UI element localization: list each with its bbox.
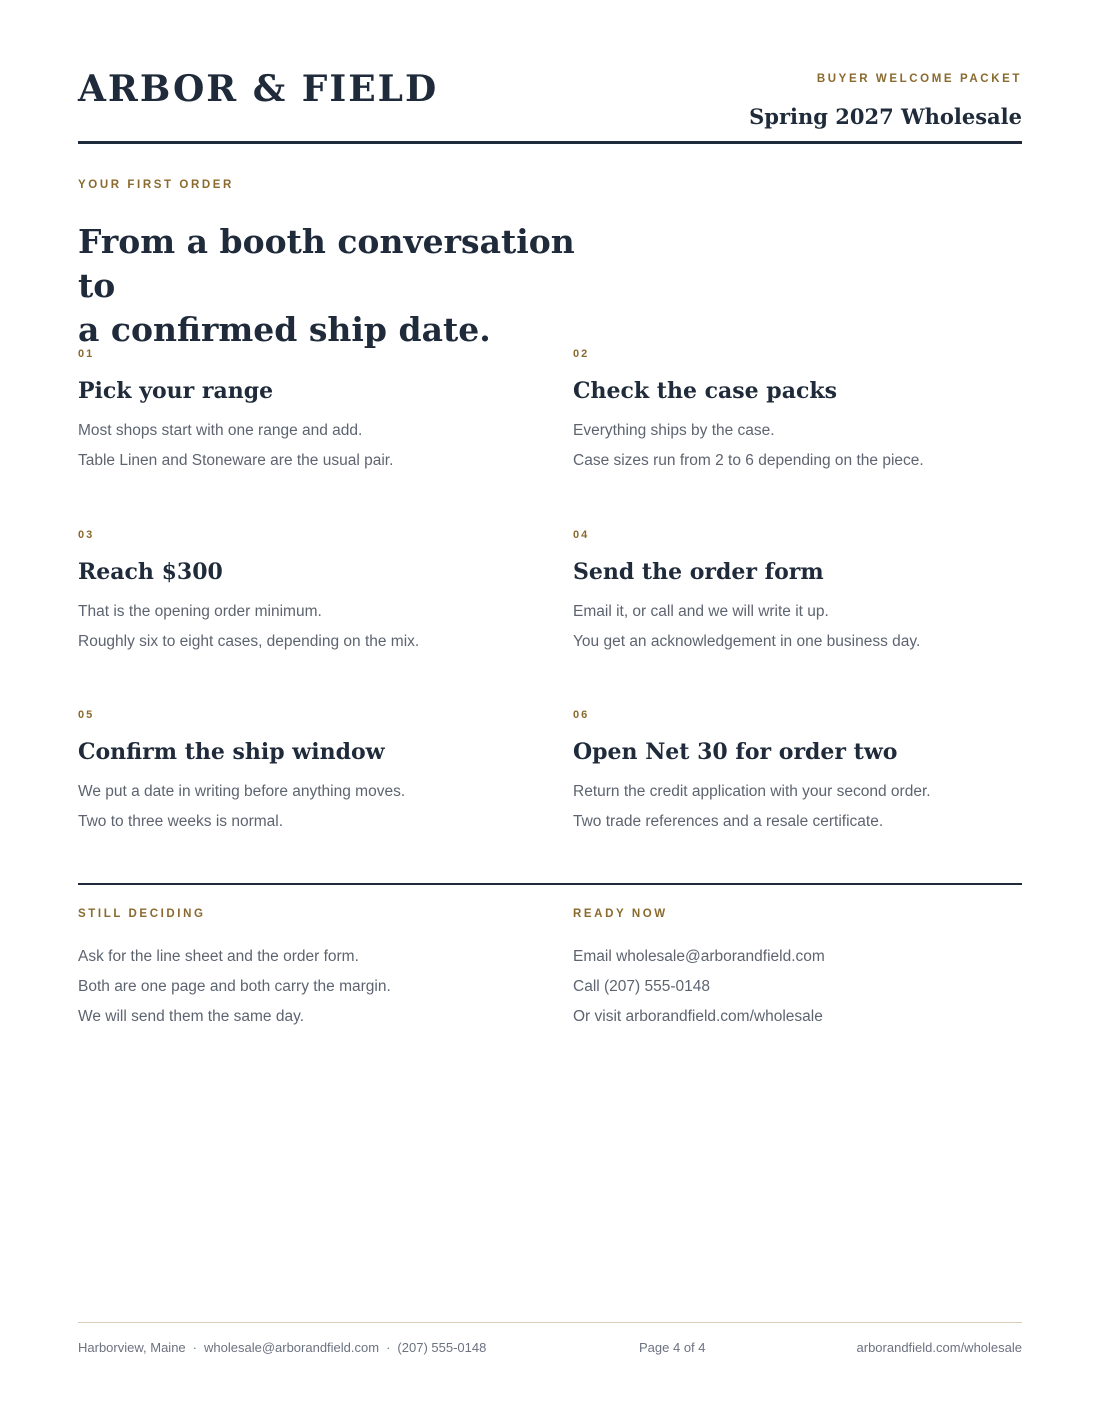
step-number: 03 — [78, 529, 95, 541]
step-body — [78, 416, 528, 476]
step-text: Return the credit application with your second order. — [573, 783, 931, 800]
packet-kicker: BUYER WELCOME PACKET — [816, 73, 1022, 85]
footer-divider — [78, 1322, 1022, 1323]
step-text: Everything ships by the case. — [573, 422, 775, 439]
step-number: 01 — [78, 348, 95, 360]
step-02 — [573, 348, 1023, 476]
brand-wordmark: ARBOR & FIELD — [78, 68, 439, 110]
step-text: Case sizes run from 2 to 6 depending on the piece. — [573, 452, 924, 469]
section-eyebrow: YOUR FIRST ORDER — [78, 179, 234, 191]
step-05 — [78, 709, 528, 837]
step-text: Roughly six to eight cases, depending on the mix. — [78, 633, 420, 650]
step-body — [573, 777, 1023, 837]
still-deciding-eyebrow: STILL DECIDING — [78, 908, 206, 920]
header-divider — [78, 141, 1022, 144]
footer-contact — [78, 1340, 486, 1355]
page-number: Page 4 of 4 — [639, 1340, 706, 1355]
footer-location: Harborview, Maine — [78, 1340, 186, 1355]
step-number: 06 — [573, 709, 590, 721]
ready-now-eyebrow: READY NOW — [573, 908, 668, 920]
info-text: We will send them the same day. — [78, 1008, 304, 1025]
still-deciding-body — [78, 942, 528, 1032]
footer-separator: · — [386, 1340, 391, 1355]
footer-url[interactable]: arborandfield.com/wholesale — [856, 1340, 1022, 1355]
document-page — [78, 0, 1022, 1424]
footer-separator: · — [192, 1340, 197, 1355]
step-number: 05 — [78, 709, 95, 721]
footer-email[interactable]: wholesale@arborandfield.com — [204, 1340, 380, 1355]
step-title: Reach $300 — [78, 559, 223, 585]
edition-title: Spring 2027 Wholesale — [749, 104, 1022, 129]
step-body — [78, 597, 528, 657]
step-06 — [573, 709, 1023, 837]
still-deciding-block — [78, 908, 528, 1032]
headline-line-2: a confirmed ship date. — [78, 310, 491, 349]
step-03 — [78, 529, 528, 657]
step-number: 02 — [573, 348, 590, 360]
step-text: That is the opening order minimum. — [78, 603, 322, 620]
info-text: Both are one page and both carry the margin. — [78, 978, 391, 995]
step-text: Two trade references and a resale certificate. — [573, 813, 884, 830]
info-text: Ask for the line sheet and the order form. — [78, 948, 359, 965]
step-body — [78, 777, 528, 837]
step-04 — [573, 529, 1023, 657]
step-text: You get an acknowledgement in one business day. — [573, 633, 921, 650]
step-text: Email it, or call and we will write it up. — [573, 603, 829, 620]
step-text: Table Linen and Stoneware are the usual pair. — [78, 452, 394, 469]
step-01 — [78, 348, 528, 476]
step-title: Confirm the ship window — [78, 739, 385, 765]
step-text: Two to three weeks is normal. — [78, 813, 284, 830]
footer-phone[interactable]: (207) 555-0148 — [397, 1340, 487, 1355]
section-divider — [78, 883, 1022, 885]
contact-phone-line[interactable]: Call (207) 555-0148 — [573, 978, 711, 995]
page-headline — [78, 220, 598, 352]
step-text: Most shops start with one range and add. — [78, 422, 363, 439]
step-title: Check the case packs — [573, 378, 837, 404]
ready-now-body — [573, 942, 1023, 1032]
ready-now-block — [573, 908, 1023, 1032]
step-text: We put a date in writing before anything moves. — [78, 783, 406, 800]
contact-email-line[interactable]: Email wholesale@arborandfield.com — [573, 948, 825, 965]
step-title: Pick your range — [78, 378, 274, 404]
contact-url-line[interactable]: Or visit arborandfield.com/wholesale — [573, 1008, 823, 1025]
headline-line-1: From a booth conversation to — [78, 222, 575, 305]
step-body — [573, 597, 1023, 657]
step-title: Send the order form — [573, 559, 824, 585]
step-title: Open Net 30 for order two — [573, 739, 898, 765]
step-body — [573, 416, 1023, 476]
step-number: 04 — [573, 529, 590, 541]
